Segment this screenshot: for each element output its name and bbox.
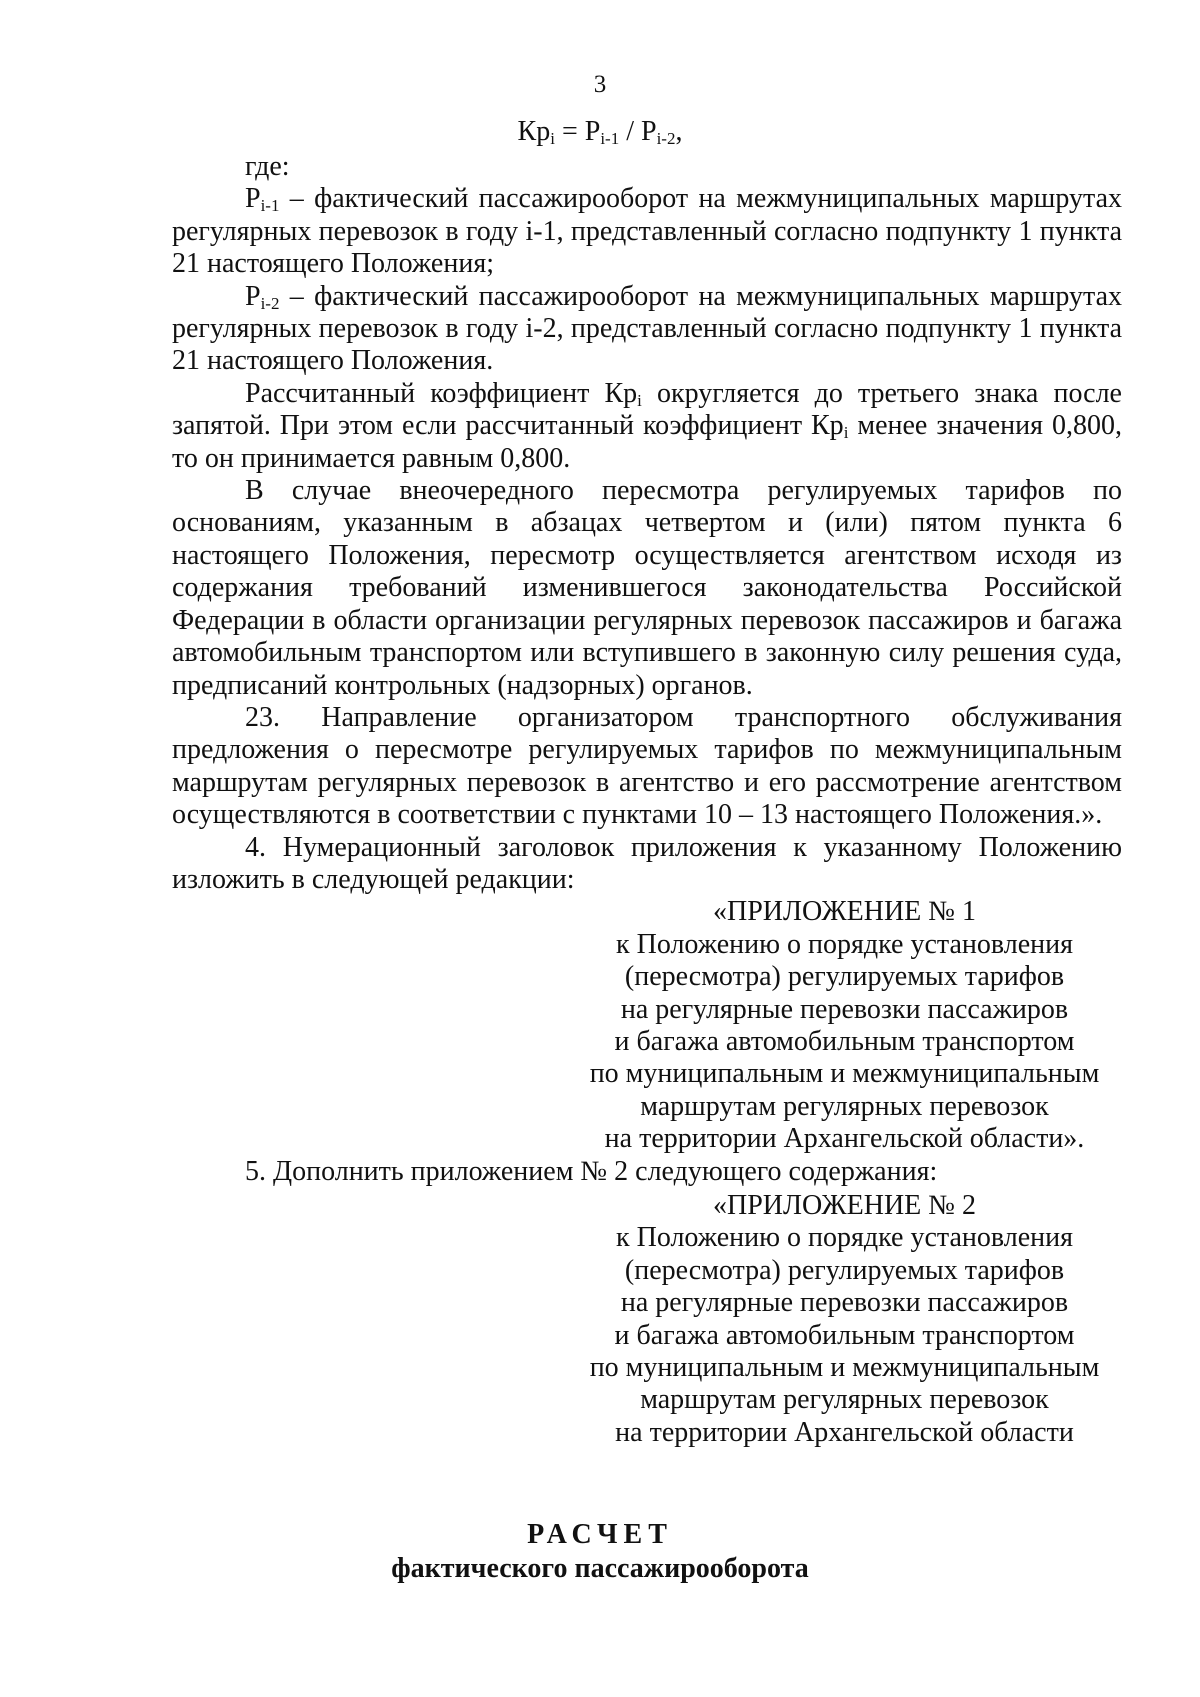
formula-eq: = Р xyxy=(554,116,601,147)
formula xyxy=(0,115,1200,149)
rounding-paragraph xyxy=(172,378,1122,475)
formula-mid: / Р xyxy=(619,116,657,147)
definition-subscript: i-2 xyxy=(260,293,280,313)
appendix-2-line: и багажа автомобильным транспортом xyxy=(614,1319,1075,1351)
heading-title: РАСЧЕТ xyxy=(527,1519,673,1550)
appendix-1-line: по муниципальным и межмуниципальным xyxy=(589,1058,1100,1090)
body-text xyxy=(172,151,1122,1449)
appendix-1-line: к Положению о порядке установления xyxy=(616,928,1073,960)
appendix-2-line: на регулярные перевозки пассажиров xyxy=(620,1287,1069,1319)
formula-first-sub: i-1 xyxy=(600,129,620,148)
definition-symbol: Р xyxy=(245,280,261,312)
definition-p-i-2 xyxy=(172,281,1122,378)
item-4-paragraph: 4. Нумерационный заголовок приложения к указанному Положению изложить в следующей редакции: xyxy=(172,831,1122,895)
rounding-sub-2: i xyxy=(843,423,849,443)
appendix-1-line: маршрутам регулярных перевозок xyxy=(640,1090,1049,1122)
formula-tail: , xyxy=(675,116,683,147)
appendix-1-line: (пересмотра) регулируемых тарифов xyxy=(624,961,1065,993)
appendix-2-header xyxy=(567,1190,1122,1449)
rounding-text-1: Рассчитанный коэффициент Кр xyxy=(245,377,638,409)
definition-text: – фактический пассажирооборот на межмуниципальных маршрутах регулярных перевозок в году i-2, представленный согласно подпункту 1 пункта 21 настоящего Положения. xyxy=(172,280,1122,377)
calculation-heading xyxy=(0,1518,1200,1586)
appendix-1-header xyxy=(567,896,1122,1155)
rounding-text-2: округляется до третьего знака после запятой. При этом если рассчитанный коэффициент Кр xyxy=(172,377,1122,442)
appendix-2-line: к Положению о порядке установления xyxy=(616,1222,1073,1254)
item-5-paragraph: 5. Дополнить приложением № 2 следующего содержания: xyxy=(245,1155,938,1187)
extraordinary-review-paragraph: В случае внеочередного пересмотра регулируемых тарифов по основаниям, указанным в абзацах четвертом и (или) пятом пункта 6 настоящего Положения, пересмотр осуществляется агентством исходя из содержания требований изменившегося законодательства Российской Федерации в области организации регулярных перевозок пассажиров и багажа автомобильным транспортом или вступившего в законную силу решения суда, предписаний контрольных (надзорных) органов. xyxy=(172,475,1122,701)
appendix-2-line: (пересмотра) регулируемых тарифов xyxy=(624,1254,1065,1286)
heading-subtitle: фактического пассажирооборота xyxy=(391,1553,809,1584)
rounding-text-3: менее значения 0,800, то он принимается равным 0,800. xyxy=(172,410,1122,474)
item-23-paragraph: 23. Направление организатором транспортного обслуживания предложения о пересмотре регулируемых тарифов по межмуниципальным маршрутам регулярных перевозок в агентство и его рассмотрение агентством осуществляются в соответствии с пунктами 10 – 13 настоящего Положения.». xyxy=(172,701,1122,831)
appendix-2-line: «ПРИЛОЖЕНИЕ № 2 xyxy=(713,1190,976,1221)
appendix-2-line: по муниципальным и межмуниципальным xyxy=(589,1352,1100,1384)
definition-symbol: Р xyxy=(245,183,261,215)
appendix-1-line: на регулярные перевозки пассажиров xyxy=(620,993,1069,1025)
definition-text: – фактический пассажирооборот на межмуниципальных маршрутах регулярных перевозок в году i-1, представленный согласно подпункту 1 пункта 21 настоящего Положения; xyxy=(172,183,1122,280)
appendix-2-line: маршрутам регулярных перевозок xyxy=(640,1384,1049,1416)
where-label xyxy=(172,151,1122,183)
formula-left: Кр xyxy=(517,116,551,147)
formula-second-sub: i-2 xyxy=(656,129,676,148)
definition-p-i-1 xyxy=(172,183,1122,280)
rounding-sub-1: i xyxy=(637,390,642,410)
appendix-1-line: «ПРИЛОЖЕНИЕ № 1 xyxy=(713,896,976,928)
appendix-1-line: и багажа автомобильным транспортом xyxy=(614,1025,1075,1057)
appendix-1-line: на территории Архангельской области». xyxy=(604,1123,1085,1155)
page-number: 3 xyxy=(593,71,607,98)
where-label-text: где: xyxy=(245,151,290,182)
formula-left-sub: i xyxy=(550,129,555,148)
definition-subscript: i-1 xyxy=(260,196,280,216)
appendix-2-line: на территории Архангельской области xyxy=(615,1416,1074,1448)
